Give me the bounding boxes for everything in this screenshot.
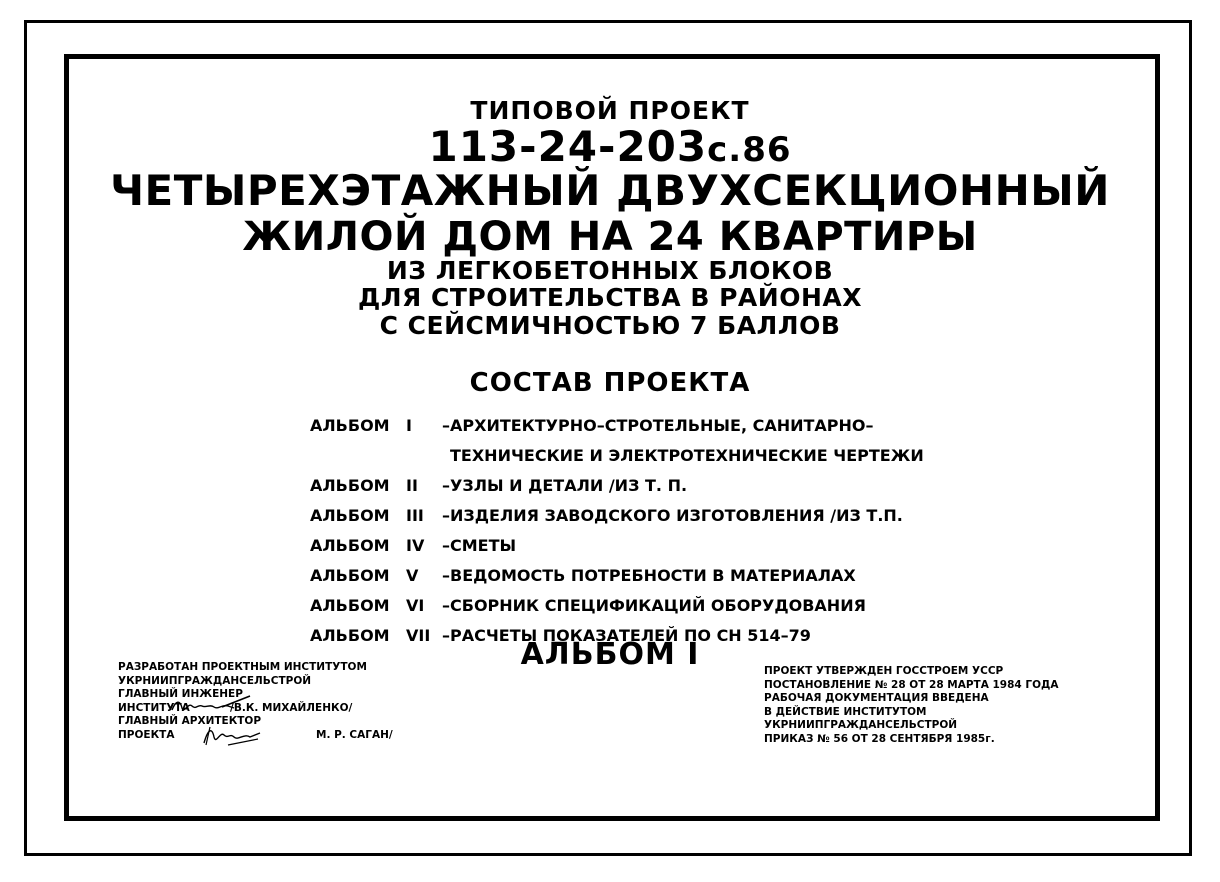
- album-word: АЛЬБОМ: [310, 505, 390, 525]
- composition-heading: СОСТАВ ПРОЕКТА: [469, 368, 751, 398]
- subheading-line-3: С СЕЙСМИЧНОСТЬЮ 7 БАЛЛОВ: [379, 311, 841, 340]
- album-word: АЛЬБОМ: [310, 415, 390, 435]
- heading-line-2: ЖИЛОЙ ДОМ НА 24 КВАРТИРЫ: [242, 214, 978, 260]
- album-number: I: [406, 415, 412, 435]
- album-row: [310, 500, 924, 530]
- approval-line: ПРИКАЗ № 56 ОТ 28 СЕНТЯБРЯ 1985г.: [764, 732, 995, 745]
- album-number: IV: [406, 535, 425, 555]
- developer-line: РАЗРАБОТАН ПРОЕКТНЫМ ИНСТИТУТОМ: [118, 661, 367, 673]
- developer-block: [118, 661, 393, 742]
- approval-line: В ДЕЙСТВИЕ ИНСТИТУТОМ: [764, 705, 927, 718]
- developer-line: ГЛАВНЫЙ АРХИТЕКТОР: [118, 715, 262, 727]
- album-number: V: [406, 565, 419, 585]
- album-word: АЛЬБОМ: [310, 535, 390, 555]
- project-type-label: ТИПОВОЙ ПРОЕКТ: [470, 96, 750, 125]
- approval-line: ПРОЕКТ УТВЕРЖДЕН ГОССТРОЕМ УССР: [764, 665, 1004, 677]
- album-row: [310, 470, 924, 500]
- developer-line: [118, 728, 393, 743]
- approval-block: [764, 665, 1058, 746]
- subheading-line-1: ИЗ ЛЕГКОБЕТОННЫХ БЛОКОВ: [386, 256, 834, 285]
- project-label: ПРОЕКТА: [118, 728, 175, 741]
- album-list: [310, 410, 924, 650]
- signature-sagan-icon: [198, 723, 264, 749]
- album-row: [310, 590, 924, 620]
- signature-mikhailenko-icon: [170, 698, 236, 716]
- album-description: –СБОРНИК СПЕЦИФИКАЦИЙ ОБОРУДОВАНИЯ: [442, 595, 866, 615]
- album-description: –УЗЛЫ И ДЕТАЛИ /ИЗ Т. П.: [442, 475, 688, 495]
- approval-line: ПОСТАНОВЛЕНИЕ № 28 ОТ 28 МАРТА 1984 ГОДА: [764, 678, 1059, 691]
- approval-line: УКРНИИПГРАЖДАНСЕЛЬСТРОЙ: [764, 719, 958, 731]
- developer-line: [118, 688, 367, 702]
- institute-label: ИНСТИТУТА: [118, 701, 190, 714]
- chief-engineer-name: /В.К. МИХАЙЛЕНКО/: [230, 701, 353, 714]
- heading-line-1: ЧЕТЫРЕХЭТАЖНЫЙ ДВУХСЕКЦИОННЫЙ: [110, 166, 1110, 215]
- album-row: [310, 560, 924, 590]
- album-number: VII: [406, 625, 431, 645]
- album-word: АЛЬБОМ: [310, 595, 390, 615]
- album-number: III: [406, 505, 424, 525]
- album-number: II: [406, 475, 418, 495]
- developer-line: УКРНИИПГРАЖДАНСЕЛЬСТРОЙ: [118, 674, 312, 687]
- project-code-suffix: с.86: [707, 130, 792, 170]
- album-description-continuation: ТЕХНИЧЕСКИЕ И ЭЛЕКТРОТЕХНИЧЕСКИЕ ЧЕРТЕЖИ: [450, 445, 924, 465]
- approval-line: РАБОЧАЯ ДОКУМЕНТАЦИЯ ВВЕДЕНА: [764, 692, 989, 704]
- developer-line: [118, 702, 367, 716]
- album-description: –РАСЧЕТЫ ПОКАЗАТЕЛЕЙ ПО СН 514–79: [442, 625, 811, 645]
- album-word: АЛЬБОМ: [310, 565, 390, 585]
- album-description: –АРХИТЕКТУРНО–СТРОТЕЛЬНЫЕ, САНИТАРНО–: [442, 415, 874, 435]
- chief-engineer-label: ГЛАВНЫЙ ИНЖЕНЕР: [118, 688, 243, 700]
- album-description: –ВЕДОМОСТЬ ПОТРЕБНОСТИ В МАТЕРИАЛАХ: [442, 565, 856, 585]
- album-number: VI: [406, 595, 425, 615]
- album-row: [310, 410, 924, 440]
- chief-architect-name: М. Р. САГАН/: [316, 728, 393, 741]
- album-description: –ИЗДЕЛИЯ ЗАВОДСКОГО ИЗГОТОВЛЕНИЯ /ИЗ Т.П.: [442, 505, 903, 525]
- project-code-main: 113-24-203: [428, 122, 708, 171]
- album-description: –СМЕТЫ: [442, 535, 517, 555]
- subheading-line-2: ДЛЯ СТРОИТЕЛЬСТВА В РАЙОНАХ: [358, 283, 862, 312]
- album-word: АЛЬБОМ: [310, 625, 390, 645]
- project-code: [0, 122, 1220, 171]
- album-word: АЛЬБОМ: [310, 475, 390, 495]
- album-row: [310, 530, 924, 560]
- current-album-title: АЛЬБОМ I: [520, 637, 700, 672]
